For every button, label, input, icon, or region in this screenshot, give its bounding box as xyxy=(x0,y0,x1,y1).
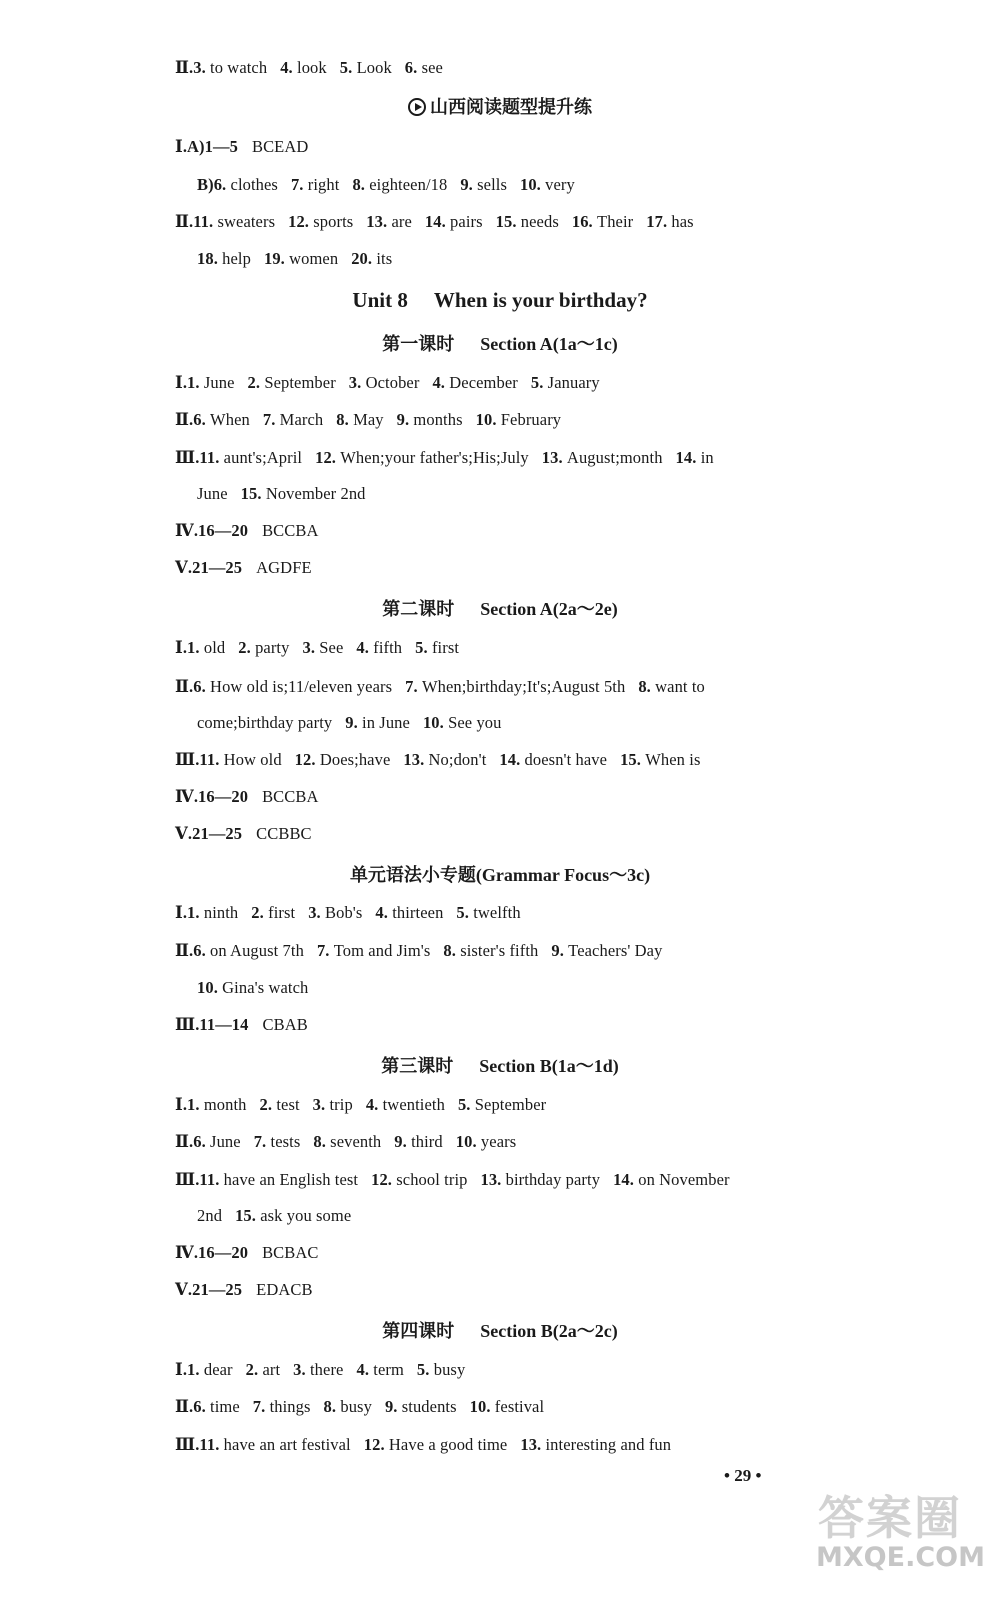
item-range: Ⅴ.21—25 xyxy=(175,1280,243,1299)
answer-line xyxy=(197,249,392,269)
answer-item: 9. months xyxy=(396,410,463,429)
answer-item: 20. its xyxy=(351,249,393,268)
answer-item: 7. When;birthday;It's;August 5th xyxy=(405,677,626,696)
answer-item: 3. trip xyxy=(312,1095,353,1114)
answer-item: 8. sister's fifth xyxy=(443,941,539,960)
answer-item: 7. Tom and Jim's xyxy=(316,941,431,960)
item-range: Ⅳ.16—20 xyxy=(175,1243,249,1262)
answer-line xyxy=(175,1397,544,1417)
item-marker: Ⅲ. xyxy=(175,750,200,769)
lesson-title-cn: 第四课时 xyxy=(382,1321,455,1341)
item-range: Ⅳ.16—20 xyxy=(175,787,249,806)
answer-line xyxy=(175,212,694,232)
answer-item: 10. very xyxy=(519,175,575,194)
answer-item: 10. February xyxy=(475,410,562,429)
answer-line xyxy=(175,903,521,923)
answer-item: 5. Look xyxy=(339,58,392,77)
choice-answers: BCCBA xyxy=(262,787,319,806)
answer-item: 2. test xyxy=(259,1095,300,1114)
answer-item: 15. needs xyxy=(495,212,559,231)
answer-item: 12. When;your father's;His;July xyxy=(315,448,529,467)
lesson-title-cn: 第一课时 xyxy=(382,334,455,354)
answer-line xyxy=(175,1280,313,1300)
answer-line xyxy=(175,1360,465,1380)
section-heading-lesson1 xyxy=(0,333,1000,355)
answer-item: 13. interesting and fun xyxy=(520,1435,672,1454)
answer-item: 8. May xyxy=(336,410,384,429)
answer-line xyxy=(175,410,561,430)
answer-item: 14. doesn't have xyxy=(499,750,608,769)
answer-item: 9. third xyxy=(394,1132,443,1151)
answer-item: 4. thirteen xyxy=(375,903,444,922)
answer-line xyxy=(175,58,443,78)
item-range: Ⅲ.11—14 xyxy=(175,1015,249,1034)
section-heading-grammar xyxy=(0,864,1000,886)
answer-item: 1. June xyxy=(187,373,235,392)
answer-item: 5. twelfth xyxy=(456,903,521,922)
answer-item: 7. March xyxy=(262,410,324,429)
answer-line xyxy=(197,978,308,998)
watermark-text: 答案圈 xyxy=(818,1491,962,1545)
answer-line xyxy=(197,1206,351,1226)
item-range: Ⅰ.A)1—5 xyxy=(175,137,238,156)
choice-answers: CBAB xyxy=(262,1015,308,1034)
answer-item: 3. See xyxy=(302,638,344,657)
answer-item: 6. When xyxy=(193,410,250,429)
answer-item: 4. term xyxy=(356,1360,404,1379)
answer-item: 19. women xyxy=(263,249,339,268)
item-range: Ⅴ.21—25 xyxy=(175,824,243,843)
choice-answers: CCBBC xyxy=(256,824,312,843)
answer-item: 6. clothes xyxy=(213,175,278,194)
item-marker: Ⅰ. xyxy=(175,638,188,657)
answer-item: 8. seventh xyxy=(313,1132,382,1151)
lesson-title-en: Section A(1a～1c) xyxy=(480,334,618,354)
answer-line xyxy=(175,824,312,844)
answer-line xyxy=(175,521,319,541)
answer-item: 9. sells xyxy=(460,175,507,194)
answer-text: 2nd xyxy=(197,1206,223,1225)
answer-item: 14. on November xyxy=(613,1170,730,1189)
answer-item: 6. on August 7th xyxy=(193,941,304,960)
answer-item: 15. November 2nd xyxy=(240,484,366,503)
section-heading-shanxi xyxy=(0,96,1000,118)
answer-item: 5. busy xyxy=(416,1360,466,1379)
item-marker: Ⅱ. xyxy=(175,212,194,231)
answer-line xyxy=(175,1170,730,1190)
lesson-title-en: Section B(2a～2c) xyxy=(480,1321,618,1341)
answer-item: 7. tests xyxy=(253,1132,301,1151)
answer-item: 4. look xyxy=(280,58,327,77)
answer-line xyxy=(197,175,575,195)
answer-item: 11. have an art festival xyxy=(199,1435,351,1454)
item-marker: Ⅱ. xyxy=(175,1397,194,1416)
answer-item: 9. Teachers' Day xyxy=(551,941,663,960)
answer-item: 2. September xyxy=(247,373,336,392)
answer-item: 6. see xyxy=(404,58,443,77)
answer-item: 16. Their xyxy=(571,212,634,231)
answer-line xyxy=(175,787,319,807)
item-range: Ⅴ.21—25 xyxy=(175,558,243,577)
answer-item: 12. sports xyxy=(288,212,354,231)
answer-line xyxy=(197,484,366,504)
answer-item: 6. time xyxy=(193,1397,240,1416)
item-marker: Ⅲ. xyxy=(175,1170,200,1189)
answer-item: 2. first xyxy=(251,903,296,922)
choice-answers: AGDFE xyxy=(256,558,312,577)
item-range: Ⅳ.16—20 xyxy=(175,521,249,540)
answer-item: 18. help xyxy=(197,249,251,268)
answer-item: 5. September xyxy=(457,1095,547,1114)
answer-item: 2. art xyxy=(245,1360,281,1379)
answer-item: 14. pairs xyxy=(424,212,483,231)
answer-item: 10. years xyxy=(455,1132,517,1151)
watermark-logo xyxy=(810,1480,985,1590)
answer-item: 5. January xyxy=(530,373,600,392)
answer-item: 9. in June xyxy=(345,713,410,732)
answer-item: 8. eighteen/18 xyxy=(352,175,448,194)
answer-item: 1. old xyxy=(187,638,226,657)
answer-item: 11. How old xyxy=(199,750,282,769)
answer-line xyxy=(175,448,714,468)
answer-item: 10. Gina's watch xyxy=(197,978,309,997)
answer-line xyxy=(175,677,705,697)
heading-text: 单元语法小专题(Grammar Focus～3c) xyxy=(349,865,651,885)
answer-line xyxy=(175,638,459,658)
choice-answers: EDACB xyxy=(256,1280,313,1299)
answer-item: 8. want to xyxy=(638,677,705,696)
unit-subtitle: When is your birthday? xyxy=(433,288,648,312)
item-marker: Ⅰ. xyxy=(175,1360,188,1379)
lesson-title-cn: 第三课时 xyxy=(381,1056,454,1076)
answer-line xyxy=(175,1095,546,1115)
answer-item: 15. When is xyxy=(620,750,701,769)
answer-item: 13. birthday party xyxy=(480,1170,601,1189)
answer-line xyxy=(175,1132,516,1152)
answer-item: 11. sweaters xyxy=(193,212,276,231)
answer-line xyxy=(175,750,700,770)
answer-item: 6. How old is;11/eleven years xyxy=(193,677,393,696)
item-marker: Ⅱ. xyxy=(175,941,194,960)
answer-item: 11. aunt's;April xyxy=(199,448,303,467)
answer-item: 4. twentieth xyxy=(365,1095,445,1114)
answer-item: 7. right xyxy=(290,175,340,194)
watermark-url: MXQE.COM xyxy=(816,1542,985,1573)
answer-line xyxy=(197,713,502,733)
answer-item: 13. are xyxy=(366,212,412,231)
answer-item: 1. dear xyxy=(187,1360,233,1379)
item-marker: Ⅲ. xyxy=(175,1435,200,1454)
lesson-title-en: Section A(2a～2e) xyxy=(480,599,618,619)
answer-line xyxy=(175,1243,319,1263)
lesson-title-en: Section B(1a～1d) xyxy=(479,1056,619,1076)
answer-item: 5. first xyxy=(415,638,460,657)
answer-item: 9. students xyxy=(384,1397,457,1416)
unit-number: Unit 8 xyxy=(352,288,408,312)
answer-item: 3. October xyxy=(348,373,420,392)
answer-item: 1. month xyxy=(187,1095,247,1114)
answer-item: 8. busy xyxy=(323,1397,372,1416)
answer-item: 4. fifth xyxy=(356,638,403,657)
item-marker: Ⅰ. xyxy=(175,373,188,392)
answer-item: 15. ask you some xyxy=(235,1206,352,1225)
answer-item: 13. August;month xyxy=(541,448,663,467)
answer-item: 7. things xyxy=(252,1397,311,1416)
lesson-title-cn: 第二课时 xyxy=(382,599,455,619)
section-heading-lesson4 xyxy=(0,1320,1000,1342)
answer-item: 2. party xyxy=(238,638,290,657)
heading-text: 山西阅读题型提升练 xyxy=(430,97,592,117)
choice-answers: BCCBA xyxy=(262,521,319,540)
answer-item: 11. have an English test xyxy=(199,1170,359,1189)
answer-item: 12. school trip xyxy=(371,1170,468,1189)
answer-item: 10. festival xyxy=(469,1397,545,1416)
answer-item: 14. in xyxy=(675,448,714,467)
item-marker: Ⅱ. xyxy=(175,410,194,429)
item-marker: Ⅰ. xyxy=(175,903,188,922)
item-marker: B) xyxy=(197,175,214,194)
page-number: • 29 • xyxy=(724,1466,762,1485)
answer-text: come;birthday party xyxy=(197,713,333,732)
answer-item: 13. No;don't xyxy=(403,750,487,769)
answer-line xyxy=(175,1435,671,1455)
answer-text: June xyxy=(197,484,228,503)
item-marker: Ⅱ. xyxy=(175,1132,194,1151)
item-marker: Ⅱ. xyxy=(175,677,194,696)
answer-item: 4. December xyxy=(432,373,518,392)
section-heading-lesson2 xyxy=(0,598,1000,620)
answer-item: 3. to watch xyxy=(193,58,268,77)
answer-line xyxy=(175,941,662,961)
item-marker: Ⅲ. xyxy=(175,448,200,467)
choice-answers: BCBAC xyxy=(262,1243,319,1262)
item-marker: Ⅱ. xyxy=(175,58,194,77)
answer-line xyxy=(175,373,600,393)
answer-line xyxy=(175,558,312,578)
section-heading-lesson3 xyxy=(0,1055,1000,1077)
answer-line xyxy=(175,1015,308,1035)
play-circle-icon xyxy=(408,98,426,116)
answer-item: 3. there xyxy=(293,1360,344,1379)
answer-item: 17. has xyxy=(646,212,694,231)
answer-item: 6. June xyxy=(193,1132,241,1151)
unit-title xyxy=(0,289,1000,311)
answer-item: 1. ninth xyxy=(187,903,239,922)
answer-item: 10. See you xyxy=(422,713,502,732)
choice-answers: BCEAD xyxy=(251,137,309,156)
answer-item: 12. Does;have xyxy=(294,750,391,769)
item-marker: Ⅰ. xyxy=(175,1095,188,1114)
answer-item: 12. Have a good time xyxy=(363,1435,508,1454)
answer-line xyxy=(175,137,308,157)
answer-item: 3. Bob's xyxy=(308,903,363,922)
